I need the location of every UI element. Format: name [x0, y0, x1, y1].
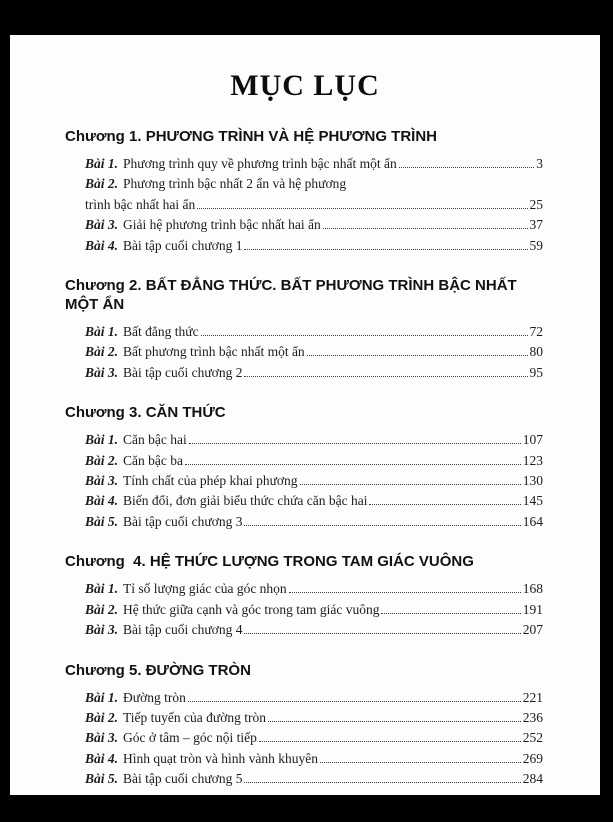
entry-title: Bài tập cuối chương 1	[123, 237, 243, 253]
entry-label: Bài 2.	[85, 344, 119, 360]
entry-title: Bất đẳng thức	[123, 324, 199, 340]
toc	[10, 127, 600, 790]
entry-page-number: 168	[522, 581, 543, 597]
entry-page-number: 130	[522, 473, 543, 489]
entry-label: Bài 3.	[85, 730, 119, 746]
entry-label: Bài 3.	[85, 217, 119, 233]
entry-label: Bài 4.	[85, 750, 119, 766]
chapter-section	[65, 552, 543, 640]
entry-label: Bài 1.	[85, 689, 119, 705]
entry-title: Tỉ số lượng giác của góc nhọn	[123, 581, 287, 597]
toc-entry	[65, 451, 543, 471]
dot-leader	[320, 762, 521, 763]
entry-title: Bài tập cuối chương 4	[123, 622, 243, 638]
entry-page-number: 25	[529, 196, 543, 212]
entry-title: Bất phương trình bậc nhất một ẩn	[123, 344, 305, 360]
toc-entry	[65, 491, 543, 511]
entry-title: Phương trình quy về phương trình bậc nhất một ẩn	[123, 156, 397, 171]
page-title: MỤC LỤC	[230, 69, 380, 102]
entry-title: Giải hệ phương trình bậc nhất hai ẩn	[123, 217, 321, 233]
entry-page-number: 80	[529, 344, 543, 360]
entry-label: Bài 5.	[85, 513, 119, 529]
toc-entry	[65, 728, 543, 748]
chapter-heading: Chương 4. HỆ THỨC LƯỢNG TRONG TAM GIÁC VUÔNG	[65, 553, 474, 571]
toc-entry	[65, 620, 543, 640]
entry-label: Bài 3.	[85, 622, 119, 638]
toc-entry	[65, 688, 543, 708]
entry-page-number: 236	[522, 709, 543, 725]
chapter-heading: Chương 1. PHƯƠNG TRÌNH VÀ HỆ PHƯƠNG TRÌNH	[65, 128, 438, 145]
entry-label: Bài 4.	[85, 493, 119, 509]
toc-entry	[65, 708, 543, 728]
entry-title: Tiếp tuyến của đường tròn	[123, 709, 266, 725]
toc-entry	[65, 342, 543, 362]
chapter-section	[65, 127, 543, 256]
entry-label: Bài 2.	[85, 709, 119, 725]
entry-title: Hình quạt tròn và hình vành khuyên	[123, 750, 318, 766]
toc-entry	[65, 236, 543, 256]
entry-page-number: 107	[522, 432, 543, 448]
entry-page-number: 37	[529, 217, 543, 233]
entry-page-number: 95	[529, 364, 543, 380]
chapter-heading: Chương 3. CĂN THỨC	[65, 404, 226, 422]
entry-page-number: 284	[522, 771, 543, 787]
dot-leader	[244, 249, 527, 250]
dot-leader	[188, 701, 521, 702]
entry-title: Hệ thức giữa cạnh và góc trong tam giác vuông	[123, 601, 380, 617]
toc-entry	[65, 154, 543, 174]
entry-title: Căn bậc ba	[123, 452, 183, 468]
dot-leader	[244, 376, 527, 377]
entry-label: Bài 3.	[85, 364, 119, 380]
entry-title: Tính chất của phép khai phương	[123, 473, 298, 489]
dot-leader	[268, 721, 521, 722]
dot-leader	[289, 592, 521, 593]
toc-entry	[65, 512, 543, 532]
dot-leader	[189, 443, 521, 444]
entry-title: Phương trình bậc nhất 2 ẩn và hệ phương	[123, 176, 347, 192]
toc-entry	[65, 363, 543, 383]
entry-page-number: 123	[522, 452, 543, 468]
entry-label: Bài 1.	[85, 324, 119, 340]
toc-entry	[65, 174, 543, 194]
dot-leader	[185, 464, 521, 465]
toc-page	[10, 35, 600, 795]
entry-title: Căn bậc hai	[123, 432, 187, 448]
entry-title: Bài tập cuối chương 5	[123, 771, 243, 787]
dot-leader	[197, 208, 527, 209]
entry-title: Góc ở tâm – góc nội tiếp	[123, 730, 257, 746]
entry-label: Bài 2.	[85, 601, 119, 617]
entry-page-number: 145	[522, 493, 543, 509]
entry-page-number: 252	[522, 730, 543, 746]
dot-leader	[381, 613, 520, 614]
toc-entry	[65, 769, 543, 789]
dot-leader	[244, 633, 520, 634]
entry-page-number: 191	[522, 601, 543, 617]
chapter-section	[65, 276, 543, 383]
toc-entry	[65, 322, 543, 342]
entry-title: Đường tròn	[123, 689, 186, 705]
dot-leader	[244, 782, 520, 783]
chapter-heading: Chương 5. ĐƯỜNG TRÒN	[65, 661, 251, 679]
dot-leader	[300, 484, 521, 485]
entry-title: Bài tập cuối chương 3	[123, 513, 243, 529]
entry-page-number: 269	[522, 750, 543, 766]
entry-page-number: 164	[522, 513, 543, 529]
entry-title: Bài tập cuối chương 2	[123, 364, 243, 380]
dot-leader	[259, 741, 521, 742]
toc-entry	[65, 215, 543, 235]
chapter-heading: Chương 2. BẤT ĐẲNG THỨC. BẤT PHƯƠNG TRÌNH BẬC NHẤT MỘT ẨN	[65, 277, 521, 314]
toc-entry	[65, 749, 543, 769]
entry-title: Biến đổi, đơn giải biểu thức chứa căn bậc hai	[123, 493, 368, 509]
entry-page-number: 59	[529, 237, 543, 253]
dot-leader	[201, 335, 528, 336]
entry-label: Bài 3.	[85, 473, 119, 489]
entry-page-number: 3	[536, 156, 543, 171]
entry-label: Bài 1.	[85, 432, 119, 448]
entry-label: Bài 1.	[85, 581, 119, 597]
entry-label: Bài 5.	[85, 771, 119, 787]
toc-entry	[65, 579, 543, 599]
entry-page-number: 72	[529, 324, 543, 340]
toc-entry	[65, 430, 543, 450]
entry-page-number: 221	[522, 689, 543, 705]
entry-title-continued: trình bậc nhất hai ẩn	[85, 196, 196, 212]
dot-leader	[307, 355, 528, 356]
entry-label: Bài 1.	[85, 156, 119, 171]
entry-label: Bài 4.	[85, 237, 119, 253]
toc-entry	[65, 195, 543, 215]
chapter-section	[65, 403, 543, 532]
entry-label: Bài 2.	[85, 176, 119, 192]
toc-entry	[65, 600, 543, 620]
dot-leader	[244, 525, 520, 526]
entry-label: Bài 2.	[85, 452, 119, 468]
dot-leader	[369, 504, 520, 505]
entry-page-number: 207	[522, 622, 543, 638]
chapter-section	[65, 661, 543, 790]
toc-entry	[65, 471, 543, 491]
dot-leader	[323, 228, 528, 229]
dot-leader	[399, 167, 534, 168]
